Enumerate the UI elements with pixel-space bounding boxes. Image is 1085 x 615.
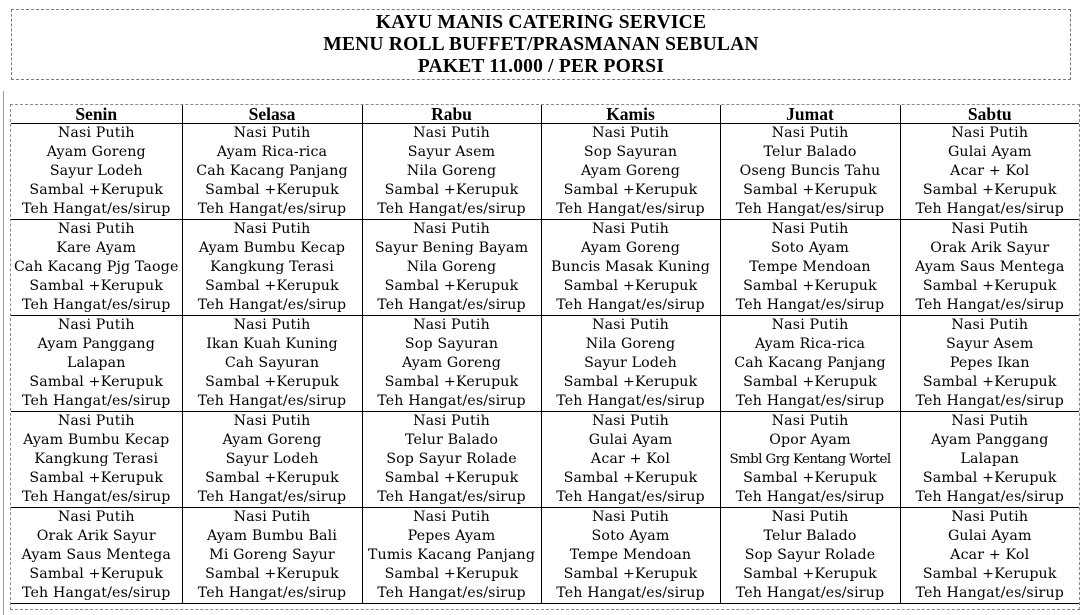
menu-item: Oseng Buncis Tahu (739, 163, 881, 179)
menu-item: Nasi Putih (771, 413, 849, 429)
menu-item: Ayam Rica-rica (216, 144, 328, 160)
menu-item: Nasi Putih (951, 509, 1029, 525)
menu-item: Nasi Putih (413, 413, 490, 429)
day-header-sabtu: Sabtu (900, 105, 1079, 124)
day-header-jumat: Jumat (720, 105, 900, 124)
menu-cell (541, 316, 720, 412)
menu-item: Ayam Panggang (931, 432, 1049, 448)
menu-item: Sambal +Kerupuk (384, 278, 519, 294)
menu-item: Teh Hangat/es/sirup (556, 393, 705, 409)
menu-item: Pepes Ayam (407, 528, 496, 544)
menu-item: Ayam Bumbu Bali (206, 528, 338, 544)
menu-cell (182, 220, 362, 316)
menu-item: Nasi Putih (771, 125, 849, 141)
menu-item: Nasi Putih (57, 221, 135, 237)
menu-item: Teh Hangat/es/sirup (915, 393, 1065, 409)
menu-item: Acar + Kol (950, 163, 1030, 179)
menu-cell (362, 316, 541, 412)
menu-item: Orak Arik Sayur (36, 528, 156, 544)
menu-item: Sambal +Kerupuk (743, 470, 877, 486)
menu-item: Nasi Putih (592, 509, 669, 525)
menu-item: Nila Goreng (406, 163, 497, 179)
menu-item: Acar + Kol (590, 451, 671, 467)
document-header (11, 9, 1071, 80)
menu-item: Sambal +Kerupuk (205, 182, 339, 198)
menu-item: Nila Goreng (406, 259, 497, 275)
menu-item: Sambal +Kerupuk (743, 374, 877, 390)
page-margin-guide (3, 91, 4, 615)
menu-item: Sop Sayuran (583, 144, 678, 160)
menu-item: Ayam Goreng (222, 432, 322, 448)
menu-cell (182, 508, 362, 604)
menu-cell (11, 220, 182, 316)
menu-cell (720, 316, 900, 412)
menu-item: Ayam Bumbu Kecap (23, 432, 170, 448)
menu-item: Sayur Lodeh (225, 451, 319, 467)
menu-item: Teh Hangat/es/sirup (197, 489, 347, 505)
menu-item: Gulai Ayam (588, 432, 673, 448)
menu-item: Sambal +Kerupuk (384, 374, 519, 390)
menu-item: Ayam Bumbu Kecap (198, 240, 346, 256)
week-row (11, 124, 1079, 220)
menu-item: Teh Hangat/es/sirup (377, 489, 526, 505)
menu-cell (11, 124, 182, 220)
menu-item: Nila Goreng (585, 336, 676, 352)
menu-item: Teh Hangat/es/sirup (735, 489, 885, 505)
menu-item: Teh Hangat/es/sirup (377, 297, 526, 313)
menu-item: Tempe Mendoan (749, 259, 871, 275)
menu-item: Sambal +Kerupuk (922, 470, 1057, 486)
week-row (11, 508, 1079, 604)
menu-item: Nasi Putih (413, 509, 490, 525)
menu-item: Nasi Putih (592, 413, 669, 429)
menu-item: Sambal +Kerupuk (563, 374, 698, 390)
menu-item: Sambal +Kerupuk (922, 566, 1057, 582)
menu-item: Nasi Putih (771, 317, 849, 333)
menu-item: Teh Hangat/es/sirup (21, 201, 171, 217)
menu-cell (900, 508, 1079, 604)
menu-item: Kangkung Terasi (34, 451, 159, 467)
menu-item: Nasi Putih (951, 317, 1029, 333)
menu-item: Teh Hangat/es/sirup (21, 393, 171, 409)
menu-item: Nasi Putih (592, 125, 669, 141)
menu-cell (11, 412, 182, 508)
menu-item: Sambal +Kerupuk (922, 182, 1057, 198)
menu-item: Sop Sayuran (404, 336, 499, 352)
menu-item: Teh Hangat/es/sirup (556, 585, 705, 601)
menu-item: Teh Hangat/es/sirup (556, 201, 705, 217)
menu-item: Buncis Masak Kuning (551, 259, 710, 275)
menu-item: Gulai Ayam (947, 528, 1032, 544)
menu-item: Nasi Putih (592, 221, 669, 237)
menu-item: Gulai Ayam (947, 144, 1032, 160)
menu-item: Pepes Ikan (949, 355, 1030, 371)
menu-cell (182, 316, 362, 412)
menu-item: Teh Hangat/es/sirup (915, 489, 1065, 505)
menu-item: Opor Ayam (769, 432, 851, 448)
menu-item: Kare Ayam (56, 240, 137, 256)
menu-item: Sambal +Kerupuk (29, 470, 164, 486)
menu-item: Teh Hangat/es/sirup (377, 201, 526, 217)
menu-cell (900, 124, 1079, 220)
package-price: PAKET 11.000 / PER PORSI (417, 56, 665, 77)
menu-item: Teh Hangat/es/sirup (21, 585, 171, 601)
menu-cell (541, 412, 720, 508)
menu-cell (720, 220, 900, 316)
menu-item: Sayur Asem (946, 336, 1034, 352)
menu-item: Teh Hangat/es/sirup (735, 393, 885, 409)
menu-item: Cah Kacang Panjang (734, 355, 886, 371)
menu-item: Lalapan (66, 355, 126, 371)
menu-item: Tumis Kacang Panjang (367, 547, 536, 563)
day-header-senin: Senin (11, 105, 182, 124)
menu-item: Teh Hangat/es/sirup (915, 585, 1065, 601)
menu-item: Acar + Kol (950, 547, 1030, 563)
menu-cell (541, 220, 720, 316)
menu-item: Orak Arik Sayur (930, 240, 1050, 256)
menu-item: Mi Goreng Sayur (209, 547, 335, 563)
menu-item: Sambal +Kerupuk (384, 566, 519, 582)
menu-cell (362, 508, 541, 604)
menu-item: Telur Balado (404, 432, 499, 448)
menu-item: Ayam Goreng (580, 240, 681, 256)
menu-item: Teh Hangat/es/sirup (21, 297, 171, 313)
menu-cell (900, 220, 1079, 316)
menu-cell (11, 508, 182, 604)
menu-table-body (11, 124, 1079, 604)
menu-item: Teh Hangat/es/sirup (735, 585, 885, 601)
menu-item: Nasi Putih (233, 125, 311, 141)
menu-item: Telur Balado (763, 144, 857, 160)
menu-item: Ikan Kuah Kuning (206, 336, 338, 352)
menu-item: Nasi Putih (771, 509, 849, 525)
menu-item: Sayur Lodeh (49, 163, 143, 179)
menu-item: Sambal +Kerupuk (922, 278, 1057, 294)
menu-item: Nasi Putih (57, 125, 135, 141)
menu-item: Teh Hangat/es/sirup (915, 297, 1065, 313)
menu-item: Nasi Putih (413, 317, 490, 333)
menu-item: Cah Sayuran (224, 355, 320, 371)
menu-item: Sayur Lodeh (584, 355, 677, 371)
menu-item: Smbl Grg Kentang Wortel (729, 452, 891, 467)
menu-item: Ayam Saus Mentega (915, 259, 1065, 275)
menu-item: Kangkung Terasi (210, 259, 334, 275)
menu-cell (720, 508, 900, 604)
menu-item: Ayam Goreng (580, 163, 681, 179)
menu-item: Nasi Putih (771, 221, 849, 237)
menu-item: Sambal +Kerupuk (563, 278, 698, 294)
menu-item: Sambal +Kerupuk (563, 182, 698, 198)
menu-item: Telur Balado (763, 528, 857, 544)
menu-item: Nasi Putih (57, 317, 135, 333)
menu-item: Nasi Putih (233, 413, 311, 429)
menu-item: Sambal +Kerupuk (922, 374, 1057, 390)
menu-item: Teh Hangat/es/sirup (197, 297, 347, 313)
day-header-rabu: Rabu (362, 105, 541, 124)
menu-item: Sop Sayur Rolade (386, 451, 517, 467)
menu-item: Teh Hangat/es/sirup (556, 489, 705, 505)
menu-item: Teh Hangat/es/sirup (197, 585, 347, 601)
menu-item: Sambal +Kerupuk (384, 470, 519, 486)
menu-item: Teh Hangat/es/sirup (377, 585, 526, 601)
menu-item: Nasi Putih (413, 125, 490, 141)
menu-item: Teh Hangat/es/sirup (197, 393, 347, 409)
menu-cell (541, 508, 720, 604)
menu-item: Sambal +Kerupuk (205, 470, 339, 486)
menu-item: Teh Hangat/es/sirup (556, 297, 705, 313)
menu-item: Tempe Mendoan (569, 547, 692, 563)
menu-item: Sambal +Kerupuk (205, 566, 339, 582)
menu-item: Ayam Panggang (37, 336, 155, 352)
menu-item: Soto Ayam (771, 240, 849, 256)
menu-item: Sambal +Kerupuk (743, 278, 877, 294)
menu-item: Sambal +Kerupuk (743, 182, 877, 198)
menu-item: Sambal +Kerupuk (205, 374, 339, 390)
menu-cell (11, 316, 182, 412)
menu-item: Ayam Goreng (46, 144, 146, 160)
menu-item: Sambal +Kerupuk (29, 182, 164, 198)
week-row (11, 220, 1079, 316)
menu-cell (362, 124, 541, 220)
menu-item: Nasi Putih (57, 509, 135, 525)
menu-cell (900, 412, 1079, 508)
menu-cell (362, 412, 541, 508)
menu-item: Nasi Putih (951, 221, 1029, 237)
week-row (11, 316, 1079, 412)
menu-item: Sop Sayur Rolade (744, 547, 876, 563)
menu-item: Sambal +Kerupuk (563, 566, 698, 582)
menu-cell (900, 316, 1079, 412)
menu-item: Sambal +Kerupuk (29, 566, 164, 582)
menu-cell (362, 220, 541, 316)
menu-item: Sambal +Kerupuk (563, 470, 698, 486)
menu-item: Nasi Putih (57, 413, 135, 429)
menu-cell (720, 124, 900, 220)
day-header-selasa: Selasa (182, 105, 362, 124)
menu-item: Nasi Putih (951, 125, 1029, 141)
menu-item: Nasi Putih (233, 509, 311, 525)
menu-item: Ayam Saus Mentega (21, 547, 171, 563)
menu-item: Ayam Rica-rica (754, 336, 866, 352)
menu-item: Nasi Putih (413, 221, 490, 237)
menu-item: Teh Hangat/es/sirup (735, 297, 885, 313)
menu-item: Sambal +Kerupuk (384, 182, 519, 198)
menu-item: Nasi Putih (951, 413, 1029, 429)
menu-item: Teh Hangat/es/sirup (197, 201, 347, 217)
menu-item: Teh Hangat/es/sirup (21, 489, 171, 505)
menu-item: Lalapan (960, 451, 1020, 467)
menu-item: Teh Hangat/es/sirup (735, 201, 885, 217)
menu-item: Teh Hangat/es/sirup (377, 393, 526, 409)
menu-item: Sayur Bening Bayam (374, 240, 529, 256)
menu-cell (182, 124, 362, 220)
day-header-row (11, 105, 1079, 124)
menu-item: Cah Kacang Panjang (196, 163, 348, 179)
menu-table (11, 105, 1079, 604)
week-row (11, 412, 1079, 508)
menu-cell (182, 412, 362, 508)
menu-item: Sambal +Kerupuk (205, 278, 339, 294)
menu-item: Cah Kacang Pjg Taoge (13, 259, 179, 275)
menu-item: Sayur Asem (407, 144, 496, 160)
menu-cell (541, 124, 720, 220)
menu-item: Soto Ayam (591, 528, 670, 544)
menu-item: Teh Hangat/es/sirup (915, 201, 1065, 217)
menu-item: Sambal +Kerupuk (29, 374, 164, 390)
menu-title: MENU ROLL BUFFET/PRASMANAN SEBULAN (323, 34, 759, 55)
menu-cell (720, 412, 900, 508)
menu-item: Nasi Putih (233, 317, 311, 333)
day-header-kamis: Kamis (541, 105, 720, 124)
menu-item: Nasi Putih (592, 317, 669, 333)
menu-table-frame (10, 104, 1080, 610)
menu-item: Ayam Goreng (401, 355, 502, 371)
menu-item: Sambal +Kerupuk (743, 566, 877, 582)
company-name: KAYU MANIS CATERING SERVICE (375, 12, 707, 33)
menu-item: Sambal +Kerupuk (29, 278, 164, 294)
menu-item: Nasi Putih (233, 221, 311, 237)
